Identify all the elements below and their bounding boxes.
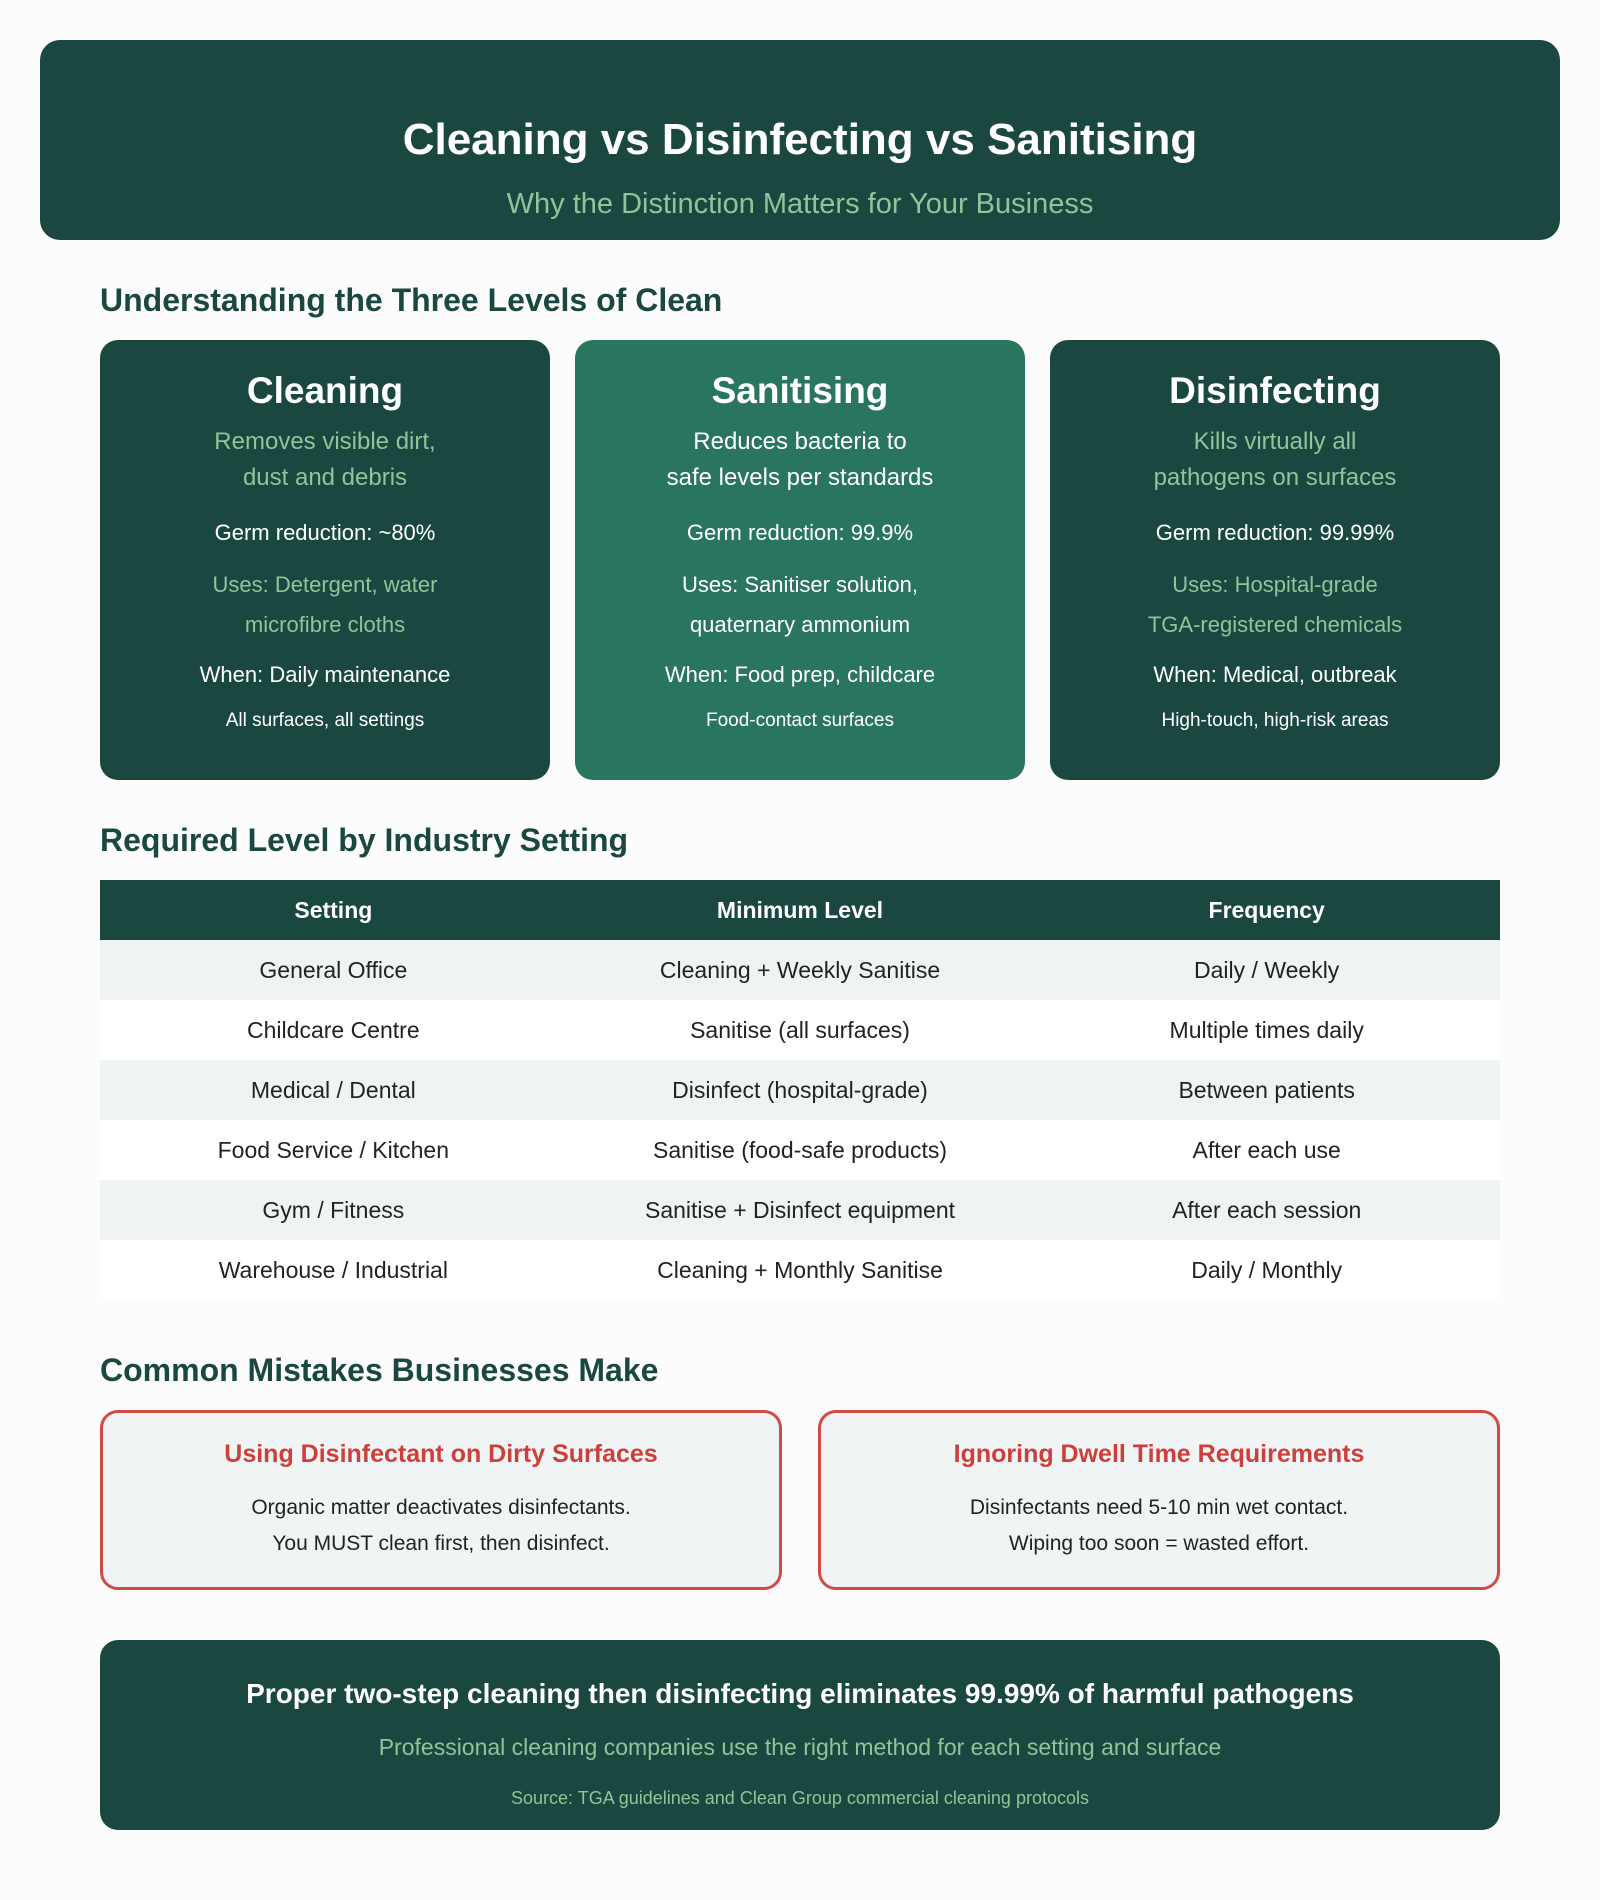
card-desc-line: safe levels per standards (666, 464, 934, 491)
table-cell: Sanitise (food-safe products) (652, 1137, 948, 1163)
header-banner (40, 40, 1560, 240)
card-title: Disinfecting (1169, 370, 1381, 411)
mistakes-section-title: Common Mistakes Businesses Make (100, 1352, 659, 1388)
industry-section-title: Required Level by Industry Setting (100, 822, 629, 858)
card-cleaning (100, 340, 550, 780)
mistake-title: Using Disinfectant on Dirty Surfaces (224, 1440, 658, 1468)
card-uses (130, 565, 520, 645)
mistake-card-dwell-time (818, 1410, 1500, 1590)
table-cell: Cleaning + Monthly Sanitise (657, 1257, 943, 1283)
column-header: Minimum Level (716, 897, 884, 923)
mistake-line: Organic matter deactivates disinfectants. (251, 1496, 631, 1519)
table-cell: Disinfect (hospital-grade) (672, 1077, 928, 1103)
card-disinfecting (1050, 340, 1500, 780)
industry-table (100, 880, 1500, 1300)
table-row (100, 1060, 1500, 1120)
table-cell: Between patients (1178, 1077, 1355, 1103)
table-cell: General Office (259, 957, 408, 983)
card-uses-line: microfibre cloths (244, 612, 406, 637)
table-cell: Sanitise + Disinfect equipment (644, 1197, 956, 1223)
card-description (1070, 424, 1480, 496)
table-cell: Medical / Dental (250, 1077, 416, 1103)
table-cell: Multiple times daily (1169, 1017, 1364, 1043)
card-desc-line: Removes visible dirt, (214, 428, 436, 455)
card-desc-line: Kills virtually all (1193, 428, 1357, 455)
card-area: High-touch, high-risk areas (1161, 710, 1389, 731)
table-row (100, 1180, 1500, 1240)
table-cell: Cleaning + Weekly Sanitise (659, 957, 941, 983)
mistake-line: Wiping too soon = wasted effort. (1008, 1532, 1310, 1555)
card-uses-line: Uses: Detergent, water (212, 572, 438, 597)
table-cell: Gym / Fitness (262, 1197, 405, 1223)
levels-section-title: Understanding the Three Levels of Clean (100, 282, 723, 318)
table-cell: After each session (1172, 1197, 1362, 1223)
card-uses-line: Uses: Sanitiser solution, (682, 572, 918, 597)
card-germ-reduction: Germ reduction: ~80% (214, 520, 436, 545)
footer-source: Source: TGA guidelines and Clean Group commercial cleaning protocols (511, 1788, 1089, 1808)
column-header: Frequency (1208, 897, 1325, 923)
card-germ-reduction: Germ reduction: 99.9% (686, 520, 914, 545)
card-uses-line: quaternary ammonium (689, 612, 911, 637)
table-cell: After each use (1192, 1137, 1341, 1163)
card-sanitising (575, 340, 1025, 780)
card-desc-line: Reduces bacteria to (693, 428, 907, 455)
table-cell: Food Service / Kitchen (217, 1137, 450, 1163)
card-when: When: Food prep, childcare (664, 662, 936, 687)
table-cell: Childcare Centre (247, 1017, 420, 1043)
card-uses-line: Uses: Hospital-grade (1172, 572, 1378, 597)
table-header (100, 880, 1500, 940)
table-cell: Daily / Monthly (1191, 1257, 1343, 1283)
card-area: All surfaces, all settings (225, 710, 425, 731)
column-header: Setting (294, 897, 373, 923)
card-desc-line: dust and debris (242, 464, 408, 491)
table-row (100, 940, 1500, 1000)
card-area: Food-contact surfaces (706, 710, 894, 731)
mistake-title: Ignoring Dwell Time Requirements (953, 1440, 1365, 1468)
card-uses (1080, 565, 1470, 645)
card-title: Cleaning (246, 370, 404, 411)
table-row (100, 1000, 1500, 1060)
mistake-card-dirty-surfaces (100, 1410, 782, 1590)
card-when: When: Medical, outbreak (1153, 662, 1397, 687)
footer-banner (100, 1640, 1500, 1830)
card-uses-line: TGA-registered chemicals (1147, 612, 1403, 637)
mistake-line: Disinfectants need 5-10 min wet contact. (969, 1496, 1349, 1519)
card-title: Sanitising (711, 370, 889, 411)
card-desc-line: pathogens on surfaces (1153, 464, 1397, 491)
table-cell: Daily / Weekly (1194, 957, 1340, 983)
footer-headline: Proper two-step cleaning then disinfecting eliminates 99.99% of harmful pathogens (246, 1678, 1354, 1709)
table-cell: Warehouse / Industrial (218, 1257, 448, 1283)
table-cell: Sanitise (all surfaces) (690, 1017, 910, 1043)
card-germ-reduction: Germ reduction: 99.99% (1155, 520, 1395, 545)
card-when: When: Daily maintenance (199, 662, 451, 687)
page-subtitle: Why the Distinction Matters for Your Business (506, 188, 1094, 220)
card-description (595, 424, 1005, 496)
table-row (100, 1240, 1500, 1300)
card-description (120, 424, 530, 496)
table-row (100, 1120, 1500, 1180)
footer-subtext: Professional cleaning companies use the right method for each setting and surface (378, 1734, 1222, 1760)
mistake-line: You MUST clean first, then disinfect. (272, 1532, 610, 1555)
card-uses (605, 565, 995, 645)
page-title: Cleaning vs Disinfecting vs Sanitising (402, 115, 1198, 164)
